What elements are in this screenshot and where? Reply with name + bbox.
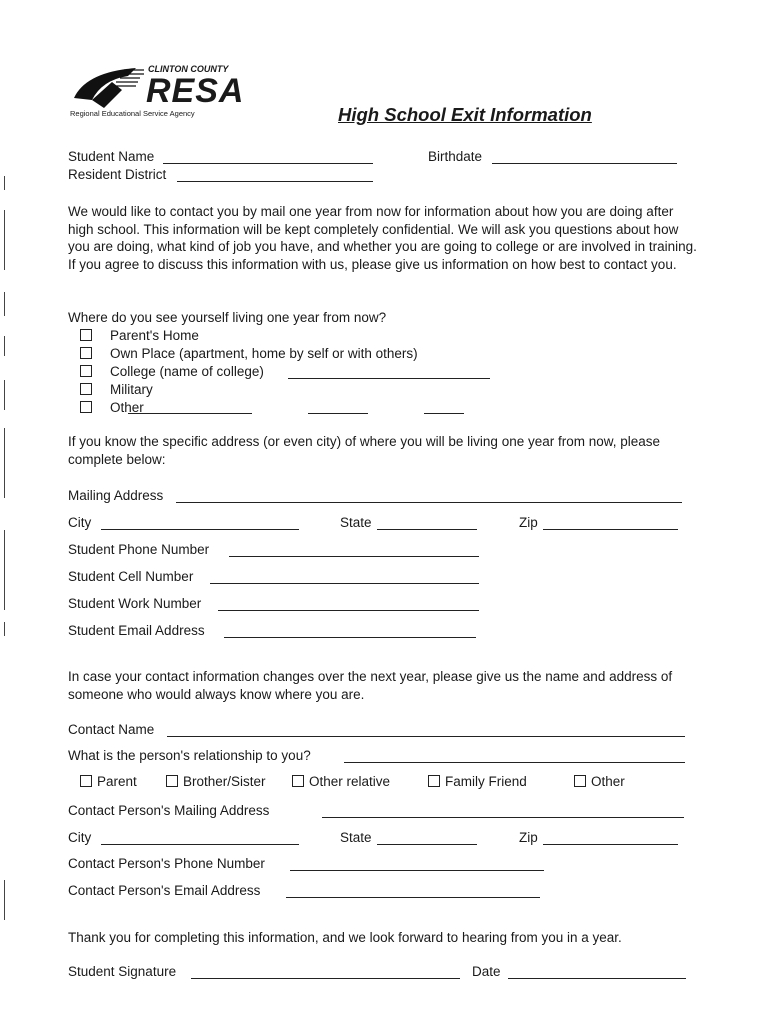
checkbox-icon[interactable] xyxy=(292,775,304,787)
option-label: Other xyxy=(591,774,625,789)
student-signature-label: Student Signature xyxy=(68,964,177,979)
margin-mark xyxy=(4,428,5,498)
relationship-option-sibling[interactable] xyxy=(166,773,266,791)
mailing-address-label: Mailing Address xyxy=(68,488,164,503)
logo-subtitle: Regional Educational Service Agency xyxy=(70,109,195,118)
checkbox-icon[interactable] xyxy=(80,365,92,377)
option-label: Other xyxy=(110,400,144,415)
student-email-field[interactable] xyxy=(224,637,476,638)
margin-mark xyxy=(4,292,5,316)
student-name-field[interactable] xyxy=(163,163,373,164)
contact-city-field[interactable] xyxy=(101,844,299,845)
mailing-address-field[interactable] xyxy=(176,502,682,503)
checkbox-icon[interactable] xyxy=(80,347,92,359)
zip-field[interactable] xyxy=(543,529,678,530)
margin-mark xyxy=(4,530,5,610)
relationship-option-family-friend[interactable] xyxy=(428,773,527,791)
page-title: High School Exit Information xyxy=(338,104,592,125)
checkbox-icon[interactable] xyxy=(428,775,440,787)
birthdate-label: Birthdate xyxy=(428,149,483,164)
student-phone-label: Student Phone Number xyxy=(68,542,210,557)
relationship-option-other-relative[interactable] xyxy=(292,773,390,791)
checkbox-icon[interactable] xyxy=(80,401,92,413)
student-phone-field[interactable] xyxy=(229,556,479,557)
option-own-place[interactable] xyxy=(80,345,418,363)
contact-name-label: Contact Name xyxy=(68,722,155,737)
margin-mark xyxy=(4,210,5,270)
student-signature-field[interactable] xyxy=(191,978,460,979)
option-military[interactable] xyxy=(80,381,153,399)
living-question: Where do you see yourself living one year from now? xyxy=(68,310,387,325)
college-name-field[interactable] xyxy=(288,378,490,379)
student-name-label: Student Name xyxy=(68,149,155,164)
checkbox-icon[interactable] xyxy=(166,775,178,787)
signature-date-field[interactable] xyxy=(508,978,686,979)
city-label: City xyxy=(68,515,92,530)
resa-logo xyxy=(66,62,266,122)
margin-mark xyxy=(4,176,5,190)
contact-email-label: Contact Person's Email Address xyxy=(68,883,261,898)
student-work-label: Student Work Number xyxy=(68,596,202,611)
contact-phone-field[interactable] xyxy=(290,870,544,871)
checkbox-icon[interactable] xyxy=(80,329,92,341)
checkbox-icon[interactable] xyxy=(80,775,92,787)
checkbox-icon[interactable] xyxy=(80,383,92,395)
contact-email-field[interactable] xyxy=(286,897,540,898)
relationship-option-other[interactable] xyxy=(574,773,625,791)
contact-phone-label: Contact Person's Phone Number xyxy=(68,856,265,871)
state-label: State xyxy=(340,515,372,530)
option-label: College (name of college) xyxy=(110,364,264,379)
student-cell-field[interactable] xyxy=(210,583,479,584)
margin-mark xyxy=(4,622,5,636)
option-label: Parent's Home xyxy=(110,328,199,343)
resident-district-label: Resident District xyxy=(68,167,167,182)
margin-mark xyxy=(4,336,5,356)
logo-resa-text: RESA xyxy=(146,72,245,110)
contact-zip-label: Zip xyxy=(519,830,538,845)
relationship-option-parent[interactable] xyxy=(80,773,137,791)
relationship-field[interactable] xyxy=(344,762,685,763)
option-label: Parent xyxy=(97,774,137,789)
city-field[interactable] xyxy=(101,529,299,530)
student-cell-label: Student Cell Number xyxy=(68,569,194,584)
signature-date-label: Date xyxy=(472,964,501,979)
option-college[interactable] xyxy=(80,363,264,381)
other-living-field-3[interactable] xyxy=(424,413,464,414)
checkbox-icon[interactable] xyxy=(574,775,586,787)
option-label: Other relative xyxy=(309,774,391,789)
margin-mark xyxy=(4,380,5,410)
contact-mailing-label: Contact Person's Mailing Address xyxy=(68,803,270,818)
state-field[interactable] xyxy=(377,529,477,530)
birthdate-field[interactable] xyxy=(492,163,677,164)
option-label: Family Friend xyxy=(445,774,527,789)
zip-label: Zip xyxy=(519,515,538,530)
resident-district-field[interactable] xyxy=(177,181,373,182)
other-living-field[interactable] xyxy=(128,413,252,414)
contact-city-label: City xyxy=(68,830,92,845)
relationship-question: What is the person's relationship to you? xyxy=(68,748,311,763)
contact-state-label: State xyxy=(340,830,372,845)
contact-paragraph: In case your contact information changes over the next year, please give us the name and address of someone who would always know where you are. xyxy=(68,669,673,702)
option-other[interactable] xyxy=(80,399,144,417)
logo-county-text: CLINTON COUNTY xyxy=(148,64,229,74)
contact-state-field[interactable] xyxy=(377,844,477,845)
option-label: Military xyxy=(110,382,153,397)
intro-paragraph: We would like to contact you by mail one year from now for information about how you are doing after high school. This information will be kept completely confidential. We will ask you questions about how you are doing, what kind of job you have, and whether you are going to college or are involved in training. If you agree to discuss this information with us, please give us information on how best to contact you. xyxy=(68,204,697,272)
option-label: Brother/Sister xyxy=(183,774,266,789)
contact-mailing-field[interactable] xyxy=(322,817,684,818)
option-parents-home[interactable] xyxy=(80,327,199,345)
student-email-label: Student Email Address xyxy=(68,623,205,638)
other-living-field-2[interactable] xyxy=(308,413,368,414)
contact-zip-field[interactable] xyxy=(543,844,678,845)
contact-name-field[interactable] xyxy=(167,736,685,737)
address-paragraph: If you know the specific address (or even city) of where you will be living one year from now, please complete below: xyxy=(68,434,661,467)
closing-text: Thank you for completing this information, and we look forward to hearing from you in a year. xyxy=(68,930,622,945)
option-label: Own Place (apartment, home by self or with others) xyxy=(110,346,418,361)
margin-mark xyxy=(4,880,5,920)
student-work-field[interactable] xyxy=(218,610,479,611)
